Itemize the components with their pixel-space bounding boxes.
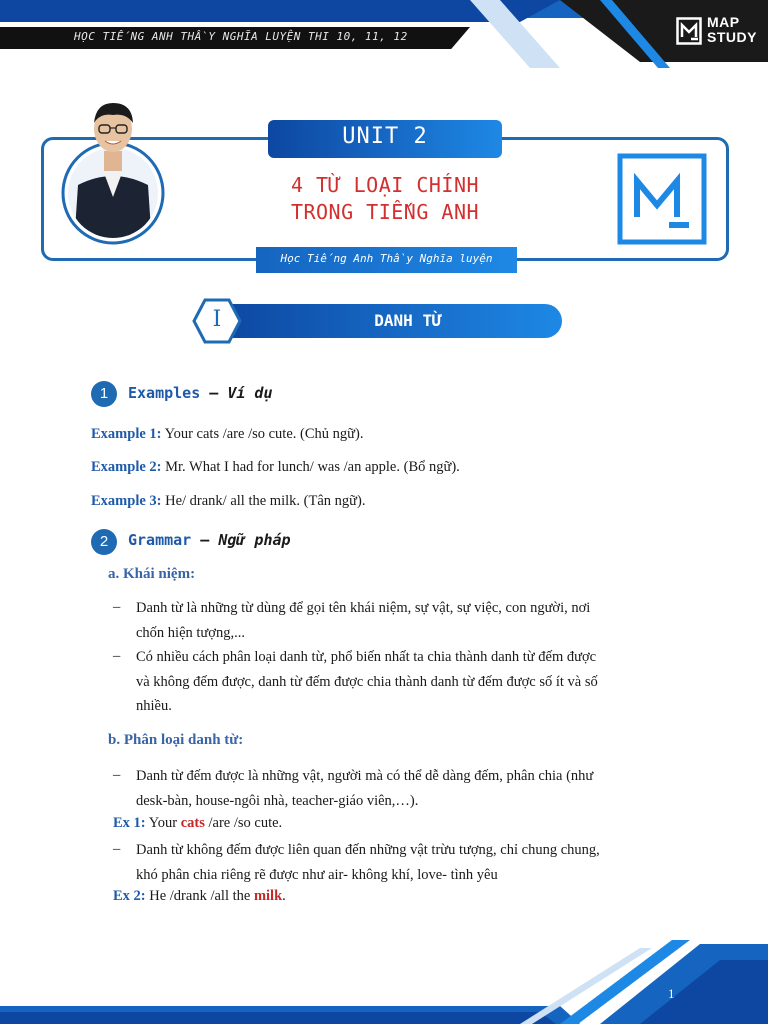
teacher-avatar [60,97,166,245]
ex1-line: Ex 1: Your cats /are /so cute. [113,815,283,831]
subheading-a: a. Khái niệm: [108,566,196,582]
grammar-heading: Grammar – Ngữ pháp [128,531,291,549]
map-study-logo-icon [676,17,702,45]
header-strip-text: HỌC TIẾNG ANH THẦY NGHĨA LUYỆN THI 10, 11, 12 [74,30,408,43]
subtitle-text: Học Tiếng Anh Thầy Nghĩa luyện [280,252,493,265]
bullet-b2: Danh từ không đếm được liên quan đến những vật trừu tượng, chỉ chung chung, khó phân chia riêng rẽ được như air- không khí, love- tình yêu [136,842,600,883]
example-line-2: Example 2: Mr. What I had for lunch/ was /an apple. (Bổ ngữ). [91,459,460,475]
examples-heading: Examples – Ví dụ [128,384,273,402]
bullet-dash: – [113,648,121,664]
map-study-logo-text: MAP STUDY [707,14,757,45]
page-title: 4 TỪ LOẠI CHÍNH TRONG TIẾNG ANH [290,173,480,224]
bullet-b1: Danh từ đếm được là những vật, người mà có thể dễ dàng đếm, phân chia (như desk-bàn, house-ngôi nhà, teacher-giáo viên,…). [136,768,594,809]
example-line-1: Example 1: Your cats /are /so cute. (Chủ ngữ). [91,426,364,442]
page-number: 1 [668,986,675,1001]
heading-number-1: 1 [91,381,117,407]
heading-number-2: 2 [91,529,117,555]
bullet-a2: Có nhiều cách phân loại danh từ, phổ biến nhất ta chia thành danh từ đếm được và không đếm được, danh từ đếm được chia thành danh từ đếm được số ít và số nhiều. [136,649,598,714]
ex2-line: Ex 2: He /drank /all the milk. [113,888,286,904]
bullet-a1: Danh từ là những từ dùng để gọi tên khái niệm, sự vật, sự việc, con người, nơi chốn hiện tượng,... [136,600,591,641]
section-title: DANH TỪ [374,311,442,330]
example-line-3: Example 3: He/ drank/ all the milk. (Tân ngữ). [91,493,366,509]
unit-label: UNIT 2 [342,124,428,149]
bullet-dash: – [113,841,121,857]
footer-band [0,940,768,1024]
bullet-dash: – [113,599,121,615]
subheading-b: b. Phân loại danh từ: [108,732,244,748]
bullet-dash: – [113,767,121,783]
section-numeral: I [212,307,222,332]
m-logo-icon [617,153,707,245]
